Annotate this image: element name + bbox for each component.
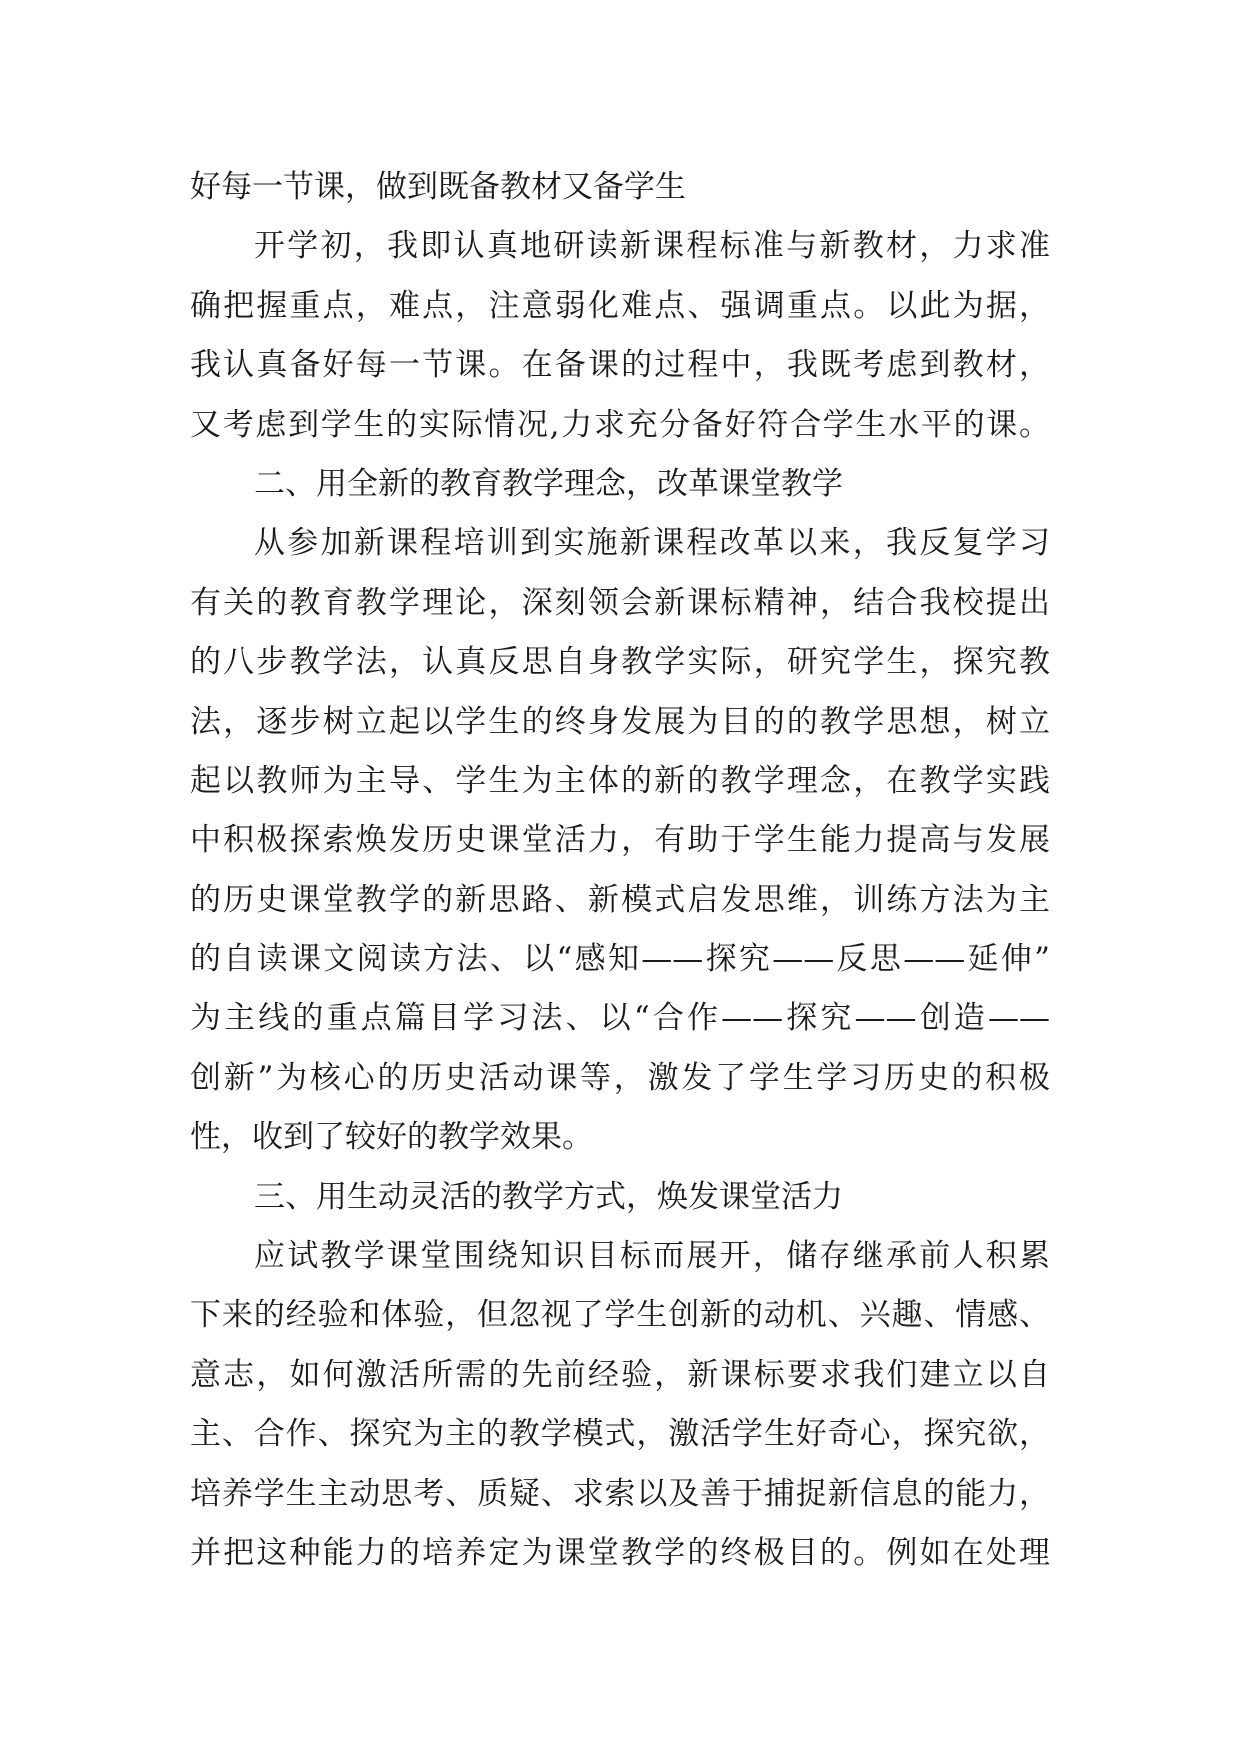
paragraph-line: 中积极探索焕发历史课堂活力，有助于学生能力提高与发展 bbox=[190, 822, 1050, 859]
paragraph-line: 的历史课堂教学的新思路、新模式启发思维，训练方法为主 bbox=[190, 881, 1050, 918]
paragraph-line: 为主线的重点篇目学习法、以“合作——探究——创造—— bbox=[190, 1000, 1050, 1037]
paragraph-line: 有关的教育教学理论，深刻领会新课标精神，结合我校提出 bbox=[190, 584, 1050, 621]
paragraph-line: 的八步教学法，认真反思自身教学实际，研究学生，探究教 bbox=[190, 644, 1050, 681]
paragraph-line: 意志，如何激活所需的先前经验，新课标要求我们建立以自 bbox=[190, 1356, 1050, 1393]
section-heading: 三、用生动灵活的教学方式，焕发课堂活力 bbox=[254, 1178, 843, 1215]
paragraph-line: 下来的经验和体验，但忽视了学生创新的动机、兴趣、情感、 bbox=[190, 1297, 1050, 1334]
section-heading: 二、用全新的教育教学理念，改革课堂教学 bbox=[254, 465, 843, 502]
paragraph-line: 并把这种能力的培养定为课堂教学的终极目的。例如在处理 bbox=[190, 1534, 1050, 1571]
paragraph-line: 培养学生主动思考、质疑、求索以及善于捕捉新信息的能力， bbox=[190, 1475, 1050, 1512]
paragraph-line: 创新”为核心的历史活动课等，激发了学生学习历史的积极 bbox=[190, 1059, 1050, 1096]
paragraph-line: 起以教师为主导、学生为主体的新的教学理念，在教学实践 bbox=[190, 762, 1050, 799]
paragraph-line: 确把握重点，难点，注意弱化难点、强调重点。以此为据， bbox=[190, 287, 1050, 324]
paragraph-line: 性，收到了较好的教学效果。 bbox=[190, 1119, 593, 1156]
paragraph-line: 主、合作、探究为主的教学模式，激活学生好奇心，探究欲， bbox=[190, 1416, 1050, 1453]
paragraph-line: 开学初，我即认真地研读新课程标准与新教材，力求准 bbox=[254, 228, 1050, 265]
document-body bbox=[190, 158, 1050, 1583]
paragraph-line: 我认真备好每一节课。在备课的过程中，我既考虑到教材， bbox=[190, 347, 1050, 384]
paragraph-line: 法，逐步树立起以学生的终身发展为目的的教学思想，树立 bbox=[190, 703, 1050, 740]
paragraph-line: 应试教学课堂围绕知识目标而展开，储存继承前人积累 bbox=[254, 1238, 1050, 1275]
paragraph-line: 的自读课文阅读方法、以“感知——探究——反思——延伸” bbox=[190, 941, 1050, 978]
paragraph-line: 好每一节课，做到既备教材又备学生 bbox=[190, 169, 686, 205]
paragraph-line: 从参加新课程培训到实施新课程改革以来，我反复学习 bbox=[254, 525, 1050, 562]
paragraph-line: 又考虑到学生的实际情况,力求充分备好符合学生水平的课。 bbox=[190, 406, 1050, 443]
